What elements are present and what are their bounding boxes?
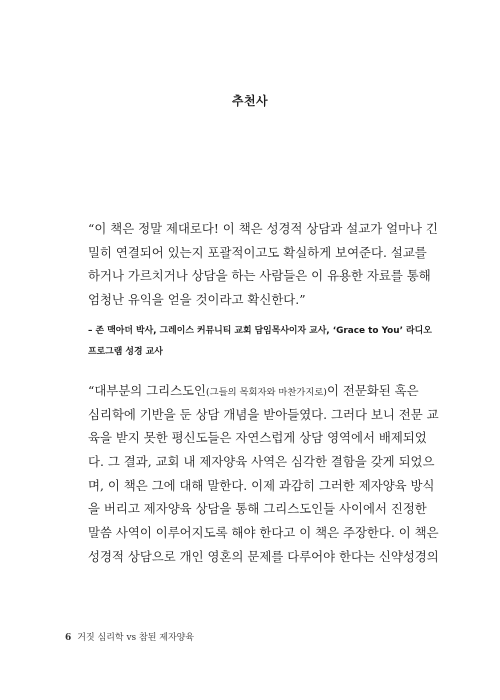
page-number: 6 (65, 633, 72, 643)
parenthetical-note: (그들의 목회자와 마찬가지로) (206, 387, 327, 398)
quote-line: 심리학에 기반을 둔 상담 개념을 받아들였다. 그러다 보니 전문 교 (88, 406, 439, 422)
endorsement-quote-1 (88, 217, 438, 312)
quote-line: “이 책은 정말 제대로다! 이 책은 성경적 상담과 설교가 얼마나 긴 (88, 221, 438, 236)
attribution-line: – 존 맥아더 박사, 그레이스 커뮤니티 교회 담임목사이자 교사, ‘Grace to You’ 라디오 (88, 326, 432, 336)
quote-line: 며, 이 책은 그에 대해 말한다. 이제 과감히 그러한 제자양육 방식 (88, 477, 435, 493)
quote-line: 다. 그 결과, 교회 내 제자양육 사역은 심각한 결함을 갖게 되었으 (88, 454, 435, 470)
attribution-line: 프로그램 성경 교사 (88, 347, 163, 357)
quote-line: 육을 받지 못한 평신도들은 자연스럽게 상담 영역에서 배제되었 (88, 430, 427, 446)
quote-line: 을 버리고 제자양육 상담을 통해 그리스도인들 사이에서 진정한 (88, 501, 427, 517)
quote-text: 이 전문화된 혹은 (326, 383, 419, 398)
quote-line: 말씀 사역이 이루어지도록 해야 한다고 이 책은 주장한다. 이 책은 (88, 525, 439, 541)
running-title: 거짓 심리학 vs 참된 제자양육 (77, 633, 195, 643)
quote-line: 하거나 가르치거나 상담을 하는 사람들은 이 유용한 자료를 통해 (88, 268, 431, 284)
page-heading: 추천사 (231, 94, 269, 108)
quote-line: 밀히 연결되어 있는지 포괄적이고도 확실하게 보여준다. 설교를 (88, 244, 427, 260)
quote-line: 엄청난 유익을 얻을 것이라고 확신한다.” (88, 292, 306, 308)
endorsement-quote-2 (88, 379, 439, 569)
quote-text: “대부분의 그리스도인 (88, 383, 206, 398)
endorsement-attribution (88, 321, 432, 363)
page-footer (65, 630, 194, 643)
quote-line (88, 379, 419, 403)
quote-line: 성경적 상담으로 개인 영혼의 문제를 다루어야 한다는 신약성경의 (88, 548, 439, 564)
